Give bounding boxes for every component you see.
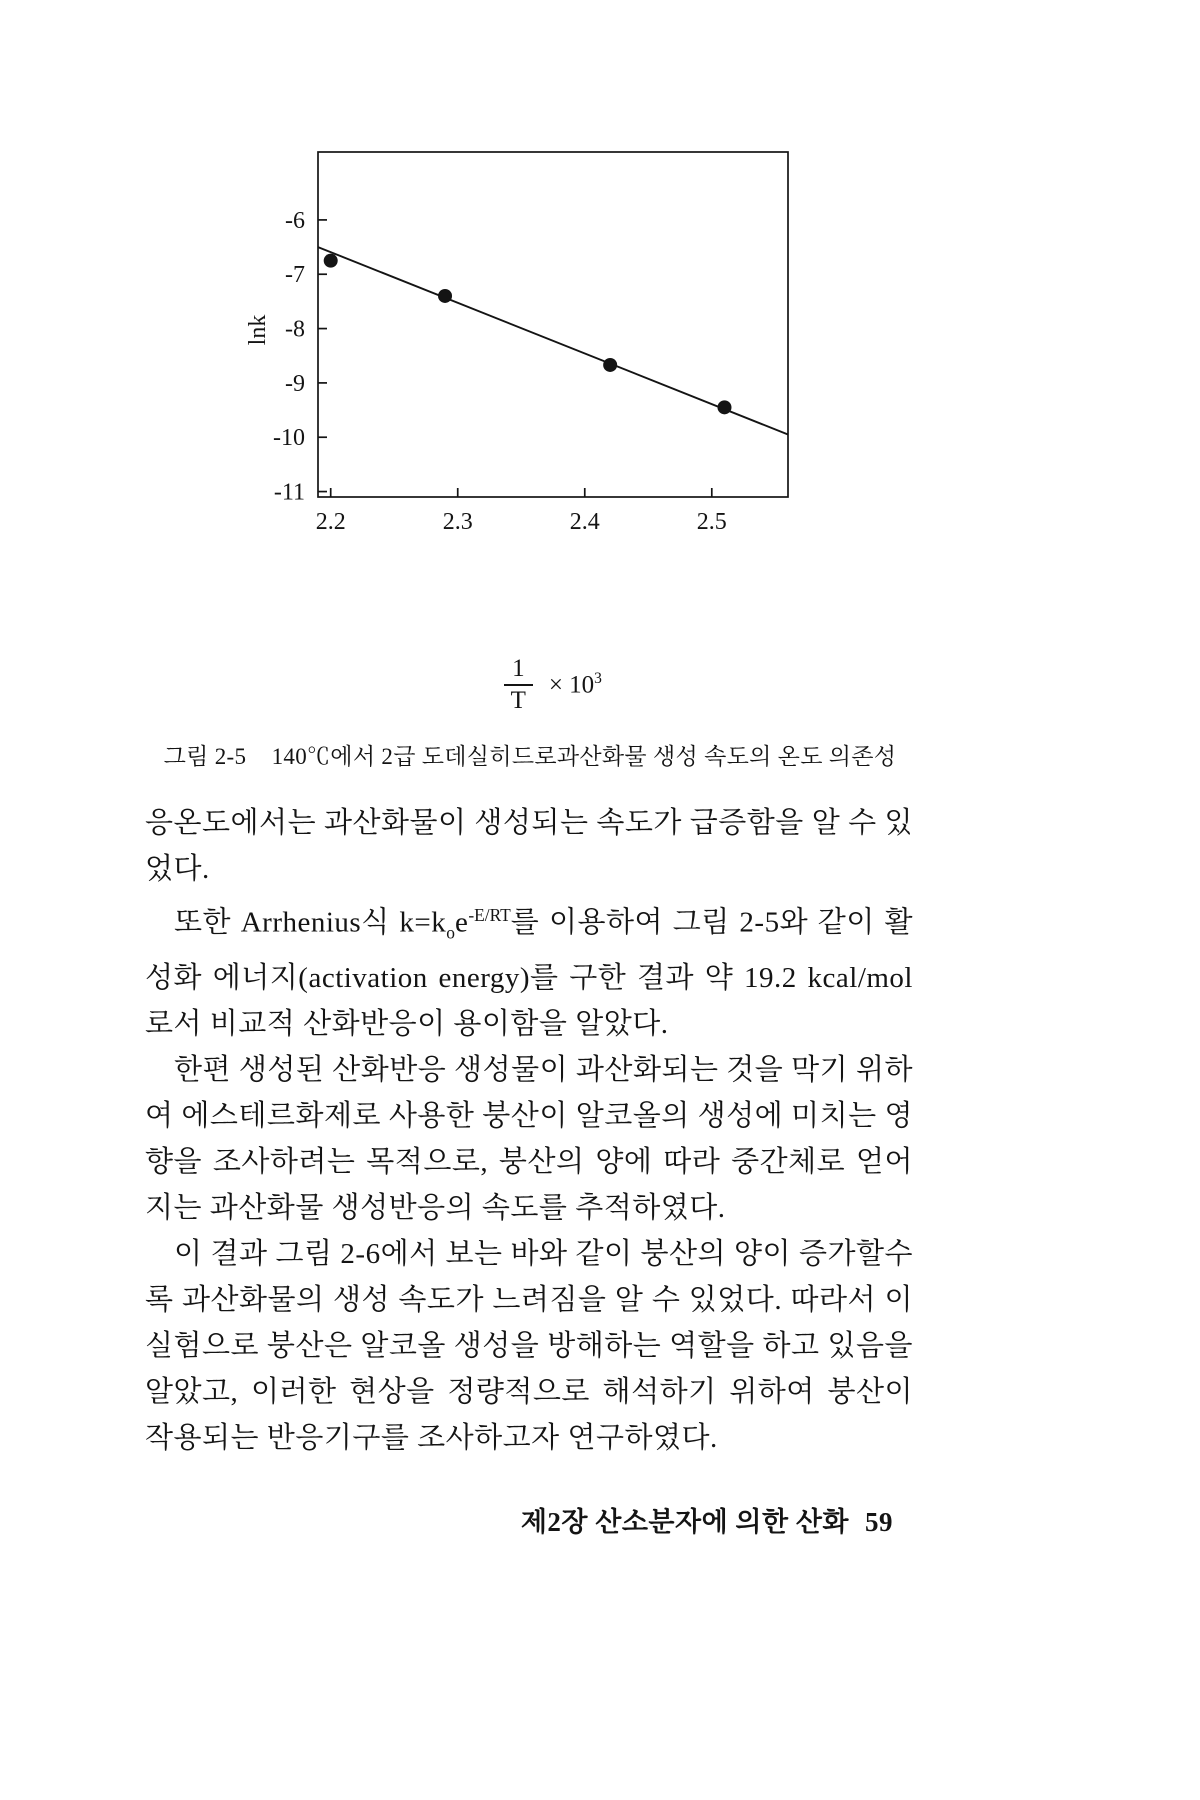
text-segment: 또한 Arrhenius식 k=k [174, 906, 447, 939]
y-tick-label: -11 [273, 479, 305, 506]
x-axis-fraction [504, 655, 533, 714]
text-segment: 한편 생성된 산화반응 생성물이 과산화되는 것을 막기 위하여 에스테르화제로 사용한 붕산이 알코올의 생성에 미치는 영향을 조사하려는 목적으로, 붕산의 양에 따라 중간체로 얻어지는 과산화물 생성반응의 속도를 추적하였다. [145, 1054, 913, 1225]
formula-sup: -E/RT [468, 905, 511, 925]
text-segment: 응온도에서는 과산화물이 생성되는 속도가 급증함을 알 수 있었다. [145, 807, 913, 885]
text-segment: 이 결과 그림 2-6에서 보는 바와 같이 붕산의 양이 증가할수록 과산화물의 생성 속도가 느려짐을 알 수 있었다. 따라서 이 실험으로 붕산은 알코올 생성을 방해하는 역할을 하고 있음을 알았고, 이러한 현상을 정량적으로 해석하기 위하여 붕산이 작용되는 반응기구를 조사하고자 연구하였다. [145, 1238, 913, 1455]
formula-sub: o [446, 922, 455, 943]
body-text [145, 800, 913, 1461]
x-tick-label: 2.3 [442, 509, 473, 535]
text-segment: 를 이용하여 그림 2-5와 같이 활성화 에너지(activation energy)를 구한 결과 약 19.2 kcal/mol로서 비교적 산화반응이 용이함을 알았다. [145, 906, 914, 1041]
multiplier-base: × 10 [548, 671, 595, 699]
y-tick-label: -7 [285, 262, 305, 289]
paragraph [145, 1231, 913, 1461]
x-axis-label [253, 655, 853, 714]
y-axis-label: lnk [245, 314, 271, 346]
figure-caption-label: 그림 2-5 [163, 744, 247, 769]
page-footer [145, 1500, 893, 1539]
y-tick-label: -8 [285, 316, 305, 343]
paragraph [145, 892, 913, 1047]
y-tick-label: -10 [273, 425, 305, 452]
arrhenius-chart [240, 145, 800, 545]
plot-frame [318, 152, 788, 497]
text-segment: e [454, 906, 469, 939]
y-tick-label: -9 [285, 370, 305, 397]
fit-line [318, 247, 788, 434]
data-point [324, 254, 338, 268]
data-point [438, 289, 452, 303]
x-tick-label: 2.4 [569, 509, 600, 535]
figure-caption-text: 140℃에서 2급 도데실히드로과산화물 생성 속도의 온도 의존성 [271, 744, 897, 769]
y-tick-label: -6 [285, 207, 305, 234]
fraction-denominator: T [510, 686, 526, 714]
chart-canvas [240, 145, 800, 545]
fraction-numerator: 1 [504, 655, 533, 686]
data-point [717, 400, 731, 414]
page-number: 59 [865, 1507, 893, 1537]
paragraph [145, 800, 913, 892]
chapter-title: 제2장 산소분자에 의한 산화 [520, 1507, 849, 1537]
data-point [603, 358, 617, 372]
multiplier-exponent: 3 [594, 669, 602, 687]
x-tick-label: 2.5 [696, 509, 727, 535]
x-axis-multiplier [549, 670, 602, 699]
figure-caption [145, 738, 915, 771]
paragraph [145, 1047, 913, 1231]
x-tick-label: 2.2 [315, 509, 346, 535]
